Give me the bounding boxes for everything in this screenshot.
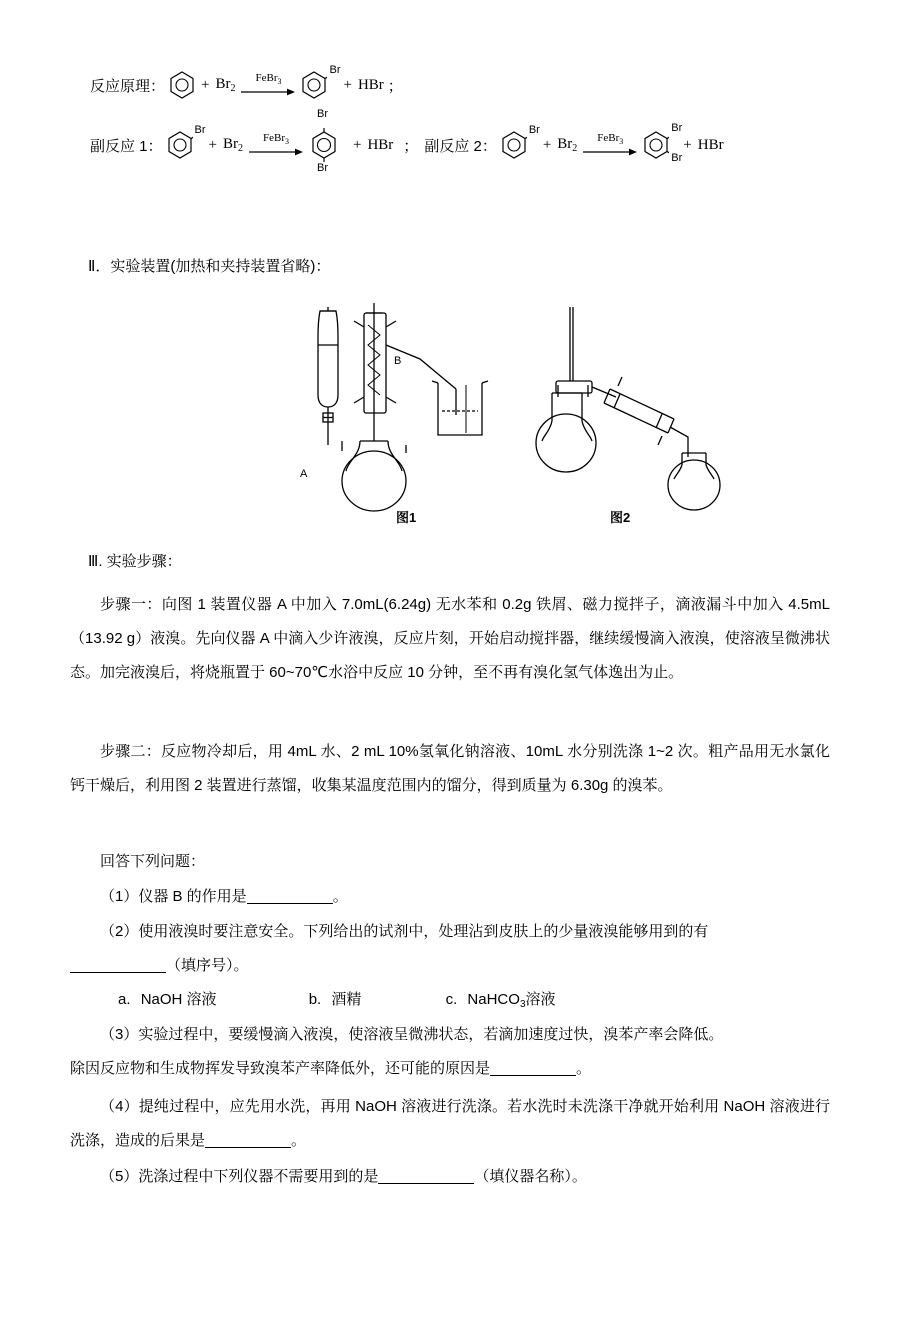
answer-blank-5[interactable] xyxy=(378,1166,474,1184)
option-b-text: 酒精 xyxy=(331,991,362,1008)
substituent-br-label: Br xyxy=(671,152,683,164)
plus-sign: + xyxy=(683,136,692,153)
question-2-line-1: （2）使用液溴时要注意安全。下列给出的试剂中，处理沾到皮肤上的少量液溴能够用到的有 xyxy=(100,923,709,940)
main-reaction-row xyxy=(90,64,830,100)
bromine-reagent: $Br_2$ xyxy=(222,136,243,154)
question-4-end: 。 xyxy=(291,1132,307,1149)
substituent-br-label: Br xyxy=(316,108,328,120)
arrow-icon xyxy=(249,147,303,157)
reaction-arrow-side1 xyxy=(249,133,303,157)
label-b: B xyxy=(394,355,402,367)
arrow-icon xyxy=(241,87,295,97)
side-reaction-1-label: 副反应 1： xyxy=(90,137,163,155)
answer-blank-2[interactable] xyxy=(70,955,166,973)
question-2-line-2 xyxy=(70,949,830,983)
figure-1-caption: 图1 xyxy=(396,510,417,525)
catalyst-label: FeBr$_3$ xyxy=(597,131,624,147)
main-reaction-label: 反应原理： xyxy=(90,77,166,95)
plus-sign: + xyxy=(208,136,217,153)
plus-sign: + xyxy=(201,76,210,93)
question-2-options xyxy=(118,983,830,1022)
bromobenzene-molecule xyxy=(301,64,341,100)
side-reaction-2-label: 副反应 2： xyxy=(424,137,497,155)
benzene-ring-icon xyxy=(169,70,195,100)
para-dibromobenzene-product xyxy=(309,108,339,174)
benzene-ring-icon xyxy=(309,128,339,162)
apparatus-diagram xyxy=(270,285,750,535)
plus-sign: + xyxy=(542,136,552,153)
question-5-end: （填仪器名称）。 xyxy=(474,1168,587,1185)
ortho-dibromobenzene-product xyxy=(643,122,683,164)
substituent-br-label: Br xyxy=(329,64,341,76)
bromobenzene-reactant-2 xyxy=(501,124,540,160)
benzene-ring-icon xyxy=(167,130,193,160)
option-a-text: NaOH 溶液 xyxy=(140,991,217,1008)
option-c-text: NaHCO$_3$溶液 xyxy=(467,991,556,1010)
figure-2-caption: 图2 xyxy=(610,510,631,525)
hbr-byproduct: HBr xyxy=(697,136,724,153)
substituent-br-label: Br xyxy=(671,122,683,134)
question-3-line-1: （3）实验过程中，要缓慢滴入液溴，使溶液呈微沸状态，若滴加速度过快，溴苯产率会降低。 xyxy=(100,1026,724,1043)
question-4-text: （4）提纯过程中，应先用水洗，再用 NaOH 溶液进行洗涤。若水洗时未洗涤干净就开始利用 NaOH 溶液进行洗涤，造成的后果是 xyxy=(70,1098,830,1149)
step-one-paragraph: 步骤一：向图 1 装置仪器 A 中加入 7.0mL(6.24g) 无水苯和 0.2g 铁屑、磁力搅拌子，滴液漏斗中加入 4.5mL（13.92 g）液溴。先向仪器 A 中滴入少许液溴，反应片刻，开始启动搅拌器，继续缓慢滴入液溴，使溶液呈微沸状态。加完液溴后，将烧瓶置于 60~70℃水浴中反应 10 分钟，至不再有溴化氢气体逸出为止。 xyxy=(70,596,830,681)
substituent-br-label: Br xyxy=(316,162,328,174)
question-1 xyxy=(100,880,830,914)
step-two-paragraph: 步骤二：反应物冷却后，用 4mL 水、2 mL 10%氢氧化钠溶液、10mL 水分别洗涤 1~2 次。粗产品用无水氯化钙干燥后，利用图 2 装置进行蒸馏，收集某温度范围内的馏分，得到质量为 6.30g 的溴苯。 xyxy=(70,743,830,794)
question-2-end: （填序号）。 xyxy=(166,957,249,974)
question-1-text: （1）仪器 B 的作用是 xyxy=(100,888,247,905)
bromobenzene-reactant-1 xyxy=(167,124,206,160)
reaction-arrow-side2 xyxy=(583,133,637,157)
scheme-terminator: ； xyxy=(387,78,403,95)
reaction-scheme xyxy=(90,64,830,180)
question-3-end: 。 xyxy=(576,1060,592,1077)
side-reactions-row xyxy=(90,108,830,174)
steps-heading: Ⅲ. 实验步骤： xyxy=(88,553,182,570)
answer-blank-1[interactable] xyxy=(247,886,333,904)
arrow-icon xyxy=(583,147,637,157)
answer-prompt: 回答下列问题： xyxy=(100,853,206,870)
label-a: A xyxy=(300,468,308,480)
benzene-ring-icon xyxy=(643,130,669,160)
bromine-reagent: $Br_2$ xyxy=(215,76,236,94)
benzene-ring-icon xyxy=(301,70,327,100)
substituent-br-label: Br xyxy=(194,124,206,136)
question-3-text: 除因反应物和生成物挥发导致溴苯产率降低外，还可能的原因是 xyxy=(70,1060,491,1077)
scheme-terminator: ； xyxy=(403,138,419,155)
bromine-reagent: $Br_2$ xyxy=(557,136,578,154)
answer-blank-4[interactable] xyxy=(205,1130,291,1148)
option-c-key: c. xyxy=(445,991,458,1008)
option-a-key: a. xyxy=(118,991,131,1008)
plus-sign: + xyxy=(343,76,352,93)
question-4 xyxy=(70,1090,830,1158)
substituent-br-label: Br xyxy=(528,124,540,136)
answer-blank-3[interactable] xyxy=(490,1058,576,1076)
benzene-ring-icon xyxy=(501,130,527,160)
option-b-key: b. xyxy=(308,991,322,1008)
catalyst-label: FeBr$_3$ xyxy=(262,131,289,147)
question-1-end: 。 xyxy=(332,888,348,905)
question-5 xyxy=(70,1160,830,1194)
hbr-byproduct: HBr xyxy=(367,136,394,153)
plus-sign: + xyxy=(352,136,362,153)
apparatus-figures xyxy=(270,285,750,535)
hbr-byproduct: HBr xyxy=(357,76,384,93)
question-5-text: （5）洗涤过程中下列仪器不需要用到的是 xyxy=(100,1168,379,1185)
question-3-line-2 xyxy=(70,1052,830,1086)
reaction-arrow-main xyxy=(241,73,295,97)
catalyst-label: FeBr$_3$ xyxy=(255,71,282,87)
apparatus-heading: Ⅱ．实验装置(加热和夹持装置省略)： xyxy=(88,258,331,275)
